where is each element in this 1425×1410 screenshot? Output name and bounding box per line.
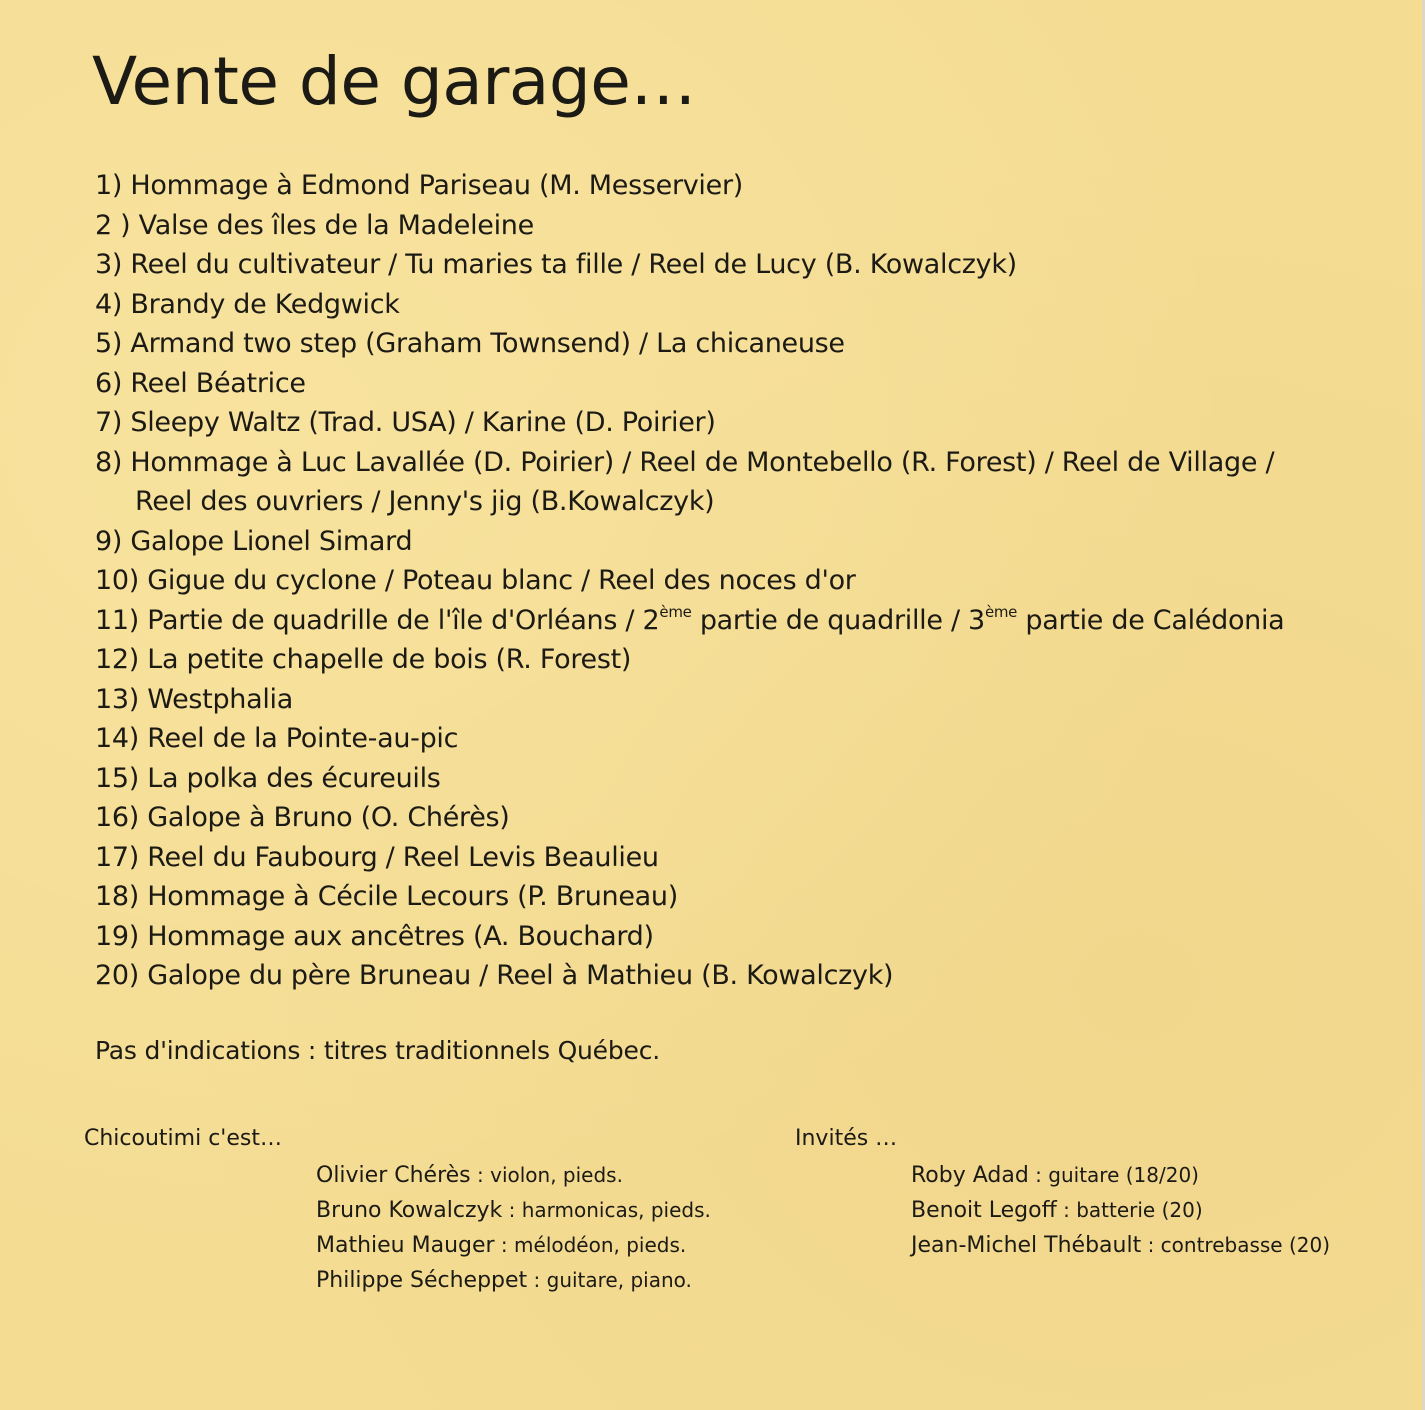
band-member bbox=[316, 1263, 711, 1298]
track-item: 6) Reel Béatrice bbox=[95, 367, 306, 399]
track-item: 12) La petite chapelle de bois (R. Forest) bbox=[95, 644, 632, 675]
track-item: 19) Hommage aux ancêtres (A. Bouchard) bbox=[95, 920, 654, 952]
track-item: 3) Reel du cultivateur / Tu maries ta fille / Reel de Lucy (B. Kowalczyk) bbox=[95, 249, 1017, 280]
guest-member bbox=[911, 1228, 1330, 1263]
member-name: Jean-Michel Thébault bbox=[911, 1233, 1142, 1258]
guest-member bbox=[911, 1158, 1330, 1193]
track-item: 20) Galope du père Bruneau / Reel à Mathieu (B. Kowalczyk) bbox=[95, 960, 894, 991]
track-text: partie de quadrille / 3 bbox=[691, 604, 985, 636]
track-item: 4) Brandy de Kedgwick bbox=[95, 288, 400, 320]
track-item: 13) Westphalia bbox=[95, 683, 293, 715]
member-role: : mélodéon, pieds. bbox=[494, 1233, 687, 1257]
track-item: 2 ) Valse des îles de la Madeleine bbox=[95, 209, 534, 241]
band-members-list bbox=[316, 1158, 711, 1298]
member-name: Mathieu Mauger bbox=[316, 1233, 495, 1258]
band-heading: Chicoutimi c'est… bbox=[84, 1126, 282, 1151]
track-line-continued: Reel des ouvriers / Jenny's jig (B.Kowalczyk) bbox=[135, 486, 715, 517]
track-list bbox=[95, 166, 1385, 996]
band-member bbox=[316, 1228, 711, 1263]
track-item bbox=[95, 443, 1385, 522]
guest-member bbox=[911, 1193, 1330, 1228]
ordinal-suffix: ème bbox=[659, 602, 692, 621]
track-item: 9) Galope Lionel Simard bbox=[95, 525, 413, 557]
album-title: Vente de garage… bbox=[92, 43, 696, 120]
track-item: 10) Gigue du cyclone / Poteau blanc / Reel des noces d'or bbox=[95, 565, 856, 596]
track-item: 15) La polka des écureuils bbox=[95, 762, 441, 794]
track-item: 14) Reel de la Pointe-au-pic bbox=[95, 723, 459, 754]
member-name: Roby Adad bbox=[911, 1163, 1029, 1188]
track-item bbox=[95, 601, 1385, 641]
member-name: Benoit Legoff bbox=[911, 1198, 1057, 1223]
traditional-note: Pas d'indications : titres traditionnels Québec. bbox=[95, 1036, 661, 1065]
member-name: Bruno Kowalczyk bbox=[316, 1198, 503, 1223]
track-line: 8) Hommage à Luc Lavallée (D. Poirier) / Reel de Montebello (R. Forest) / Reel de Village / bbox=[95, 446, 1275, 478]
member-role: : guitare, piano. bbox=[527, 1268, 692, 1292]
track-item: 1) Hommage à Edmond Pariseau (M. Messervier) bbox=[95, 170, 743, 201]
member-role: : violon, pieds. bbox=[470, 1163, 623, 1187]
track-item: 18) Hommage à Cécile Lecours (P. Bruneau) bbox=[95, 881, 678, 912]
band-member bbox=[316, 1193, 711, 1228]
member-role: : harmonicas, pieds. bbox=[502, 1198, 711, 1222]
track-item: 5) Armand two step (Graham Townsend) / La chicaneuse bbox=[95, 328, 845, 359]
band-member bbox=[316, 1158, 711, 1193]
member-name: Philippe Sécheppet bbox=[316, 1268, 528, 1293]
track-item: 17) Reel du Faubourg / Reel Levis Beaulieu bbox=[95, 841, 659, 873]
ordinal-suffix: ème bbox=[984, 602, 1018, 621]
track-text: partie de Calédonia bbox=[1017, 604, 1285, 636]
member-name: Olivier Chérès bbox=[316, 1163, 471, 1188]
guests-list bbox=[911, 1158, 1330, 1263]
track-text: 11) Partie de quadrille de l'île d'Orléans / 2 bbox=[95, 604, 660, 636]
track-item: 7) Sleepy Waltz (Trad. USA) / Karine (D. Poirier) bbox=[95, 407, 716, 438]
member-role: : batterie (20) bbox=[1056, 1198, 1203, 1222]
member-role: : guitare (18/20) bbox=[1028, 1163, 1199, 1187]
track-item: 16) Galope à Bruno (O. Chérès) bbox=[95, 802, 510, 833]
member-role: : contrebasse (20) bbox=[1141, 1233, 1331, 1257]
guests-heading: Invités … bbox=[795, 1126, 898, 1151]
